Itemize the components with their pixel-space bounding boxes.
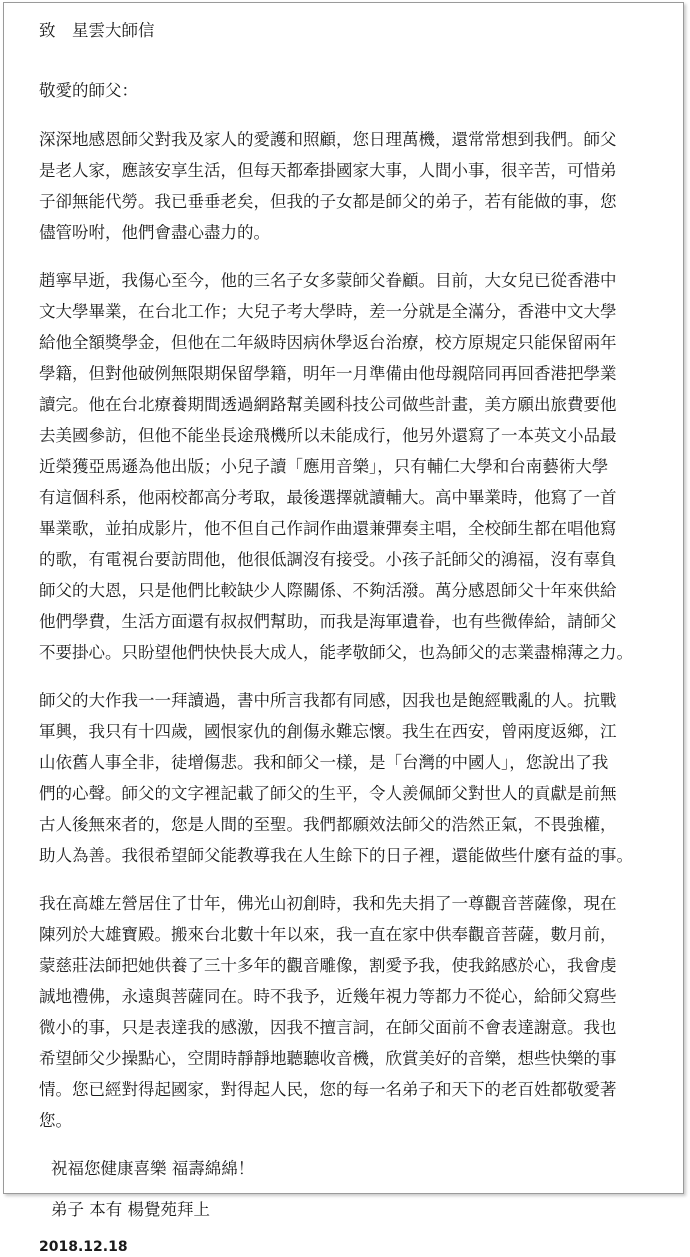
paragraph-line: 畢業歌，並拍成影片，他不但自己作詞作曲還兼彈奏主唱，全校師生都在唱他寫 xyxy=(39,519,617,538)
signature: 弟子 本有 楊覺苑拜上 xyxy=(51,1200,210,1219)
blessing: 祝福您健康喜樂 福壽綿綿！ xyxy=(51,1159,255,1178)
paragraph-line: 古人後無來者的，您是人間的至聖。我們都願效法師父的浩然正氣，不畏強權， xyxy=(39,815,617,834)
paragraph-line: 給他全額獎學金，但他在二年級時因病休學返台治療，校方原規定只能保留兩年 xyxy=(39,333,617,352)
paragraph-line: 的歌，有電視台要訪問他，他很低調沒有接受。小孩子託師父的鴻福，沒有辜負 xyxy=(39,550,617,569)
paragraph-line: 情。您已經對得起國家，對得起人民，您的每一名弟子和天下的老百姓都敬愛著 xyxy=(39,1080,617,1099)
letter-date: 2018.12.18 xyxy=(39,1239,128,1255)
paragraph-line: 蒙慈莊法師把她供養了三十多年的觀音雕像，割愛予我，使我銘感於心，我會虔 xyxy=(39,956,617,975)
paragraph-line: 不要掛心。只盼望他們快快長大成人，能孝敬師父，也為師父的志業盡棉薄之力。 xyxy=(39,643,633,662)
paragraphs-container xyxy=(39,124,669,1153)
paragraph-line: 們的心聲。師父的文字裡記載了師父的生平，令人羨佩師父對世人的貢獻是前無 xyxy=(39,784,617,803)
paragraph-line: 趙寧早逝，我傷心至今，他的三名子女多蒙師父眷顧。目前，大女兒已從香港中 xyxy=(39,271,617,290)
paragraph-line: 山依舊人事全非，徒增傷悲。我和師父一樣，是「台灣的中國人」，您說出了我 xyxy=(39,753,609,772)
paragraph-line: 學籍，但對他破例無限期保留學籍，明年一月準備由他母親陪同再回香港把學業 xyxy=(39,364,617,383)
paragraph-line: 深深地感恩師父對我及家人的愛護和照顧，您日理萬機，還常常想到我們。師父 xyxy=(39,130,617,149)
paragraph-line: 他們學費，生活方面還有叔叔們幫助，而我是海軍遺眷，也有些微俸給，請師父 xyxy=(39,612,617,631)
paragraph-line: 有這個科系，他兩校都高分考取，最後選擇就讀輔大。高中畢業時，他寫了一首 xyxy=(39,488,617,507)
paragraph-line: 去美國參訪，但他不能坐長途飛機所以未能成行，他另外還寫了一本英文小品最 xyxy=(39,426,617,445)
paragraph-line: 希望師父少操點心，空閒時靜靜地聽聽收音機，欣賞美好的音樂，想些快樂的事 xyxy=(39,1049,617,1068)
paragraph-line: 我在高雄左營居住了廿年，佛光山初創時，我和先夫捐了一尊觀音菩薩像，現在 xyxy=(39,894,617,913)
paragraph-line: 儘管吩咐，他們會盡心盡力的。 xyxy=(39,223,270,242)
paragraph-line: 陳列於大雄寶殿。搬來台北數十年以來，我一直在家中供奉觀音菩薩，數月前， xyxy=(39,925,617,944)
paragraph xyxy=(39,124,669,248)
paragraph-line: 師父的大作我一一拜讀過，書中所言我都有同感，因我也是飽經戰亂的人。抗戰 xyxy=(39,691,617,710)
paragraph-line: 讀完。他在台北療養期間透過網路幫美國科技公司做些計畫，美方願出旅費要他 xyxy=(39,395,617,414)
salutation: 敬愛的師父： xyxy=(39,81,138,100)
paragraph xyxy=(39,888,669,1136)
letter-heading: 致 星雲大師信 xyxy=(39,21,155,40)
paragraph-line: 子卻無能代勞。我已垂垂老矣，但我的子女都是師父的弟子，若有能做的事，您 xyxy=(39,192,617,211)
letter-body xyxy=(39,15,669,1257)
paragraph xyxy=(39,685,669,871)
paragraph-line: 誠地禮佛，永遠與菩薩同在。時不我予，近幾年視力等都力不從心，給師父寫些 xyxy=(39,987,617,1006)
paragraph-line: 軍興，我只有十四歲，國恨家仇的創傷永難忘懷。我生在西安，曾兩度返鄉，江 xyxy=(39,722,617,741)
paragraph-line: 微小的事，只是表達我的感激，因我不擅言詞，在師父面前不會表達謝意。我也 xyxy=(39,1018,617,1037)
paragraph-line: 師父的大恩，只是他們比較缺少人際關係、不夠活潑。萬分感恩師父十年來供給 xyxy=(39,581,617,600)
letter-page xyxy=(3,2,684,1255)
paragraph xyxy=(39,265,669,668)
paragraph-line: 近榮獲亞馬遜為他出版；小兒子讀「應用音樂」，只有輔仁大學和台南藝術大學 xyxy=(39,457,609,476)
paragraph-line: 您。 xyxy=(39,1111,72,1130)
paragraph-line: 文大學畢業，在台北工作；大兒子考大學時，差一分就是全滿分，香港中文大學 xyxy=(39,302,617,321)
paragraph-line: 是老人家，應該安享生活，但每天都牽掛國家大事，人間小事，很辛苦，可惜弟 xyxy=(39,161,617,180)
paragraph-line: 助人為善。我很希望師父能教導我在人生餘下的日子裡，還能做些什麼有益的事。 xyxy=(39,846,633,865)
